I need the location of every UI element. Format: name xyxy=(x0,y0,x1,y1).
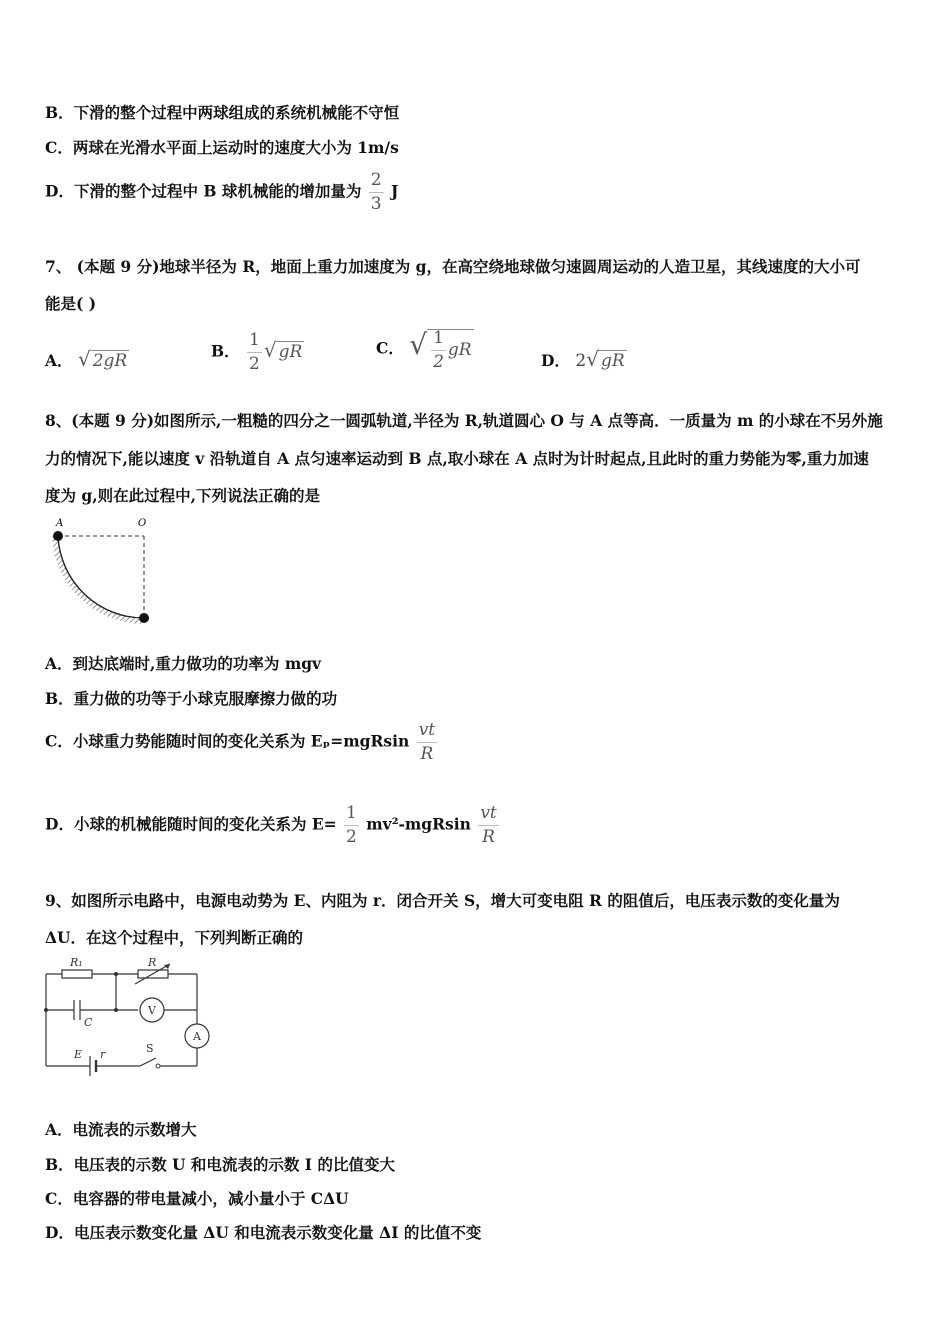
sqrt-argument: gR xyxy=(600,351,625,371)
q9-option-d: D．电压表示数变化量 ΔU 和电流表示数变化量 ΔI 的比值不变 xyxy=(45,1223,482,1242)
fraction-numerator: 1 xyxy=(431,330,446,351)
q8-stem-line2: 力的情况下,能以速度 v 沿轨道自 A 点匀速率运动到 B 点,取小球在 A 点时为计时起点,且此时的重力势能为零,重力加速 xyxy=(45,449,869,468)
sqrt-argument: gR xyxy=(278,341,303,362)
label-c: C xyxy=(84,1016,93,1029)
fraction xyxy=(247,332,262,373)
fraction-numerator: vt xyxy=(478,805,498,826)
q9-stem-line1: 9、如图所示电路中，电源电动势为 E、内阻为 r．闭合开关 S，增大可变电阻 R 的阻值后，电压表示数的变化量为 xyxy=(45,891,840,910)
q6-option-b: B．下滑的整个过程中两球组成的系统机械能不守恒 xyxy=(45,103,400,122)
q6-option-d-text: D．下滑的整个过程中 B 球机械能的增加量为 xyxy=(45,181,362,201)
q6-option-c: C．两球在光滑水平面上运动时的速度大小为 1m/s xyxy=(45,138,399,157)
q7-option-a xyxy=(45,347,129,371)
option-label: D． xyxy=(541,351,570,370)
q6-option-d-fraction xyxy=(369,172,384,213)
fraction xyxy=(478,805,498,846)
q6-option-d-unit: J xyxy=(390,181,399,201)
sqrt-expression: √ gR xyxy=(586,347,625,371)
sqrt-argument: 2gR xyxy=(92,351,128,371)
fraction-denominator: 2 xyxy=(433,352,444,372)
q8-stem-line1: 8、(本题 9 分)如图所示,一粗糙的四分之一圆弧轨道,半径为 R,轨道圆心 O 与 A 点等高．一质量为 m 的小球在不另外施 xyxy=(45,411,883,430)
ammeter-label: A xyxy=(193,1030,201,1043)
q9-stem-line2: ΔU．在这个过程中，下列判断正确的 xyxy=(45,928,304,947)
fraction-denominator: R xyxy=(420,744,434,764)
fraction-numerator: vt xyxy=(417,722,437,743)
q7-stem-line1: 7、 (本题 9 分)地球半径为 R，地面上重力加速度为 g，在高空绕地球做匀速圆周运动的人造卫星，其线速度的大小可 xyxy=(45,257,861,276)
q7-option-b xyxy=(211,332,304,373)
q8-option-c xyxy=(45,722,439,763)
fraction-denominator: 2 xyxy=(346,827,357,847)
fraction xyxy=(431,330,446,371)
voltmeter-label: V xyxy=(148,1004,156,1017)
fraction-numerator: 1 xyxy=(344,805,359,826)
q9-option-a: A．电流表的示数增大 xyxy=(45,1120,197,1139)
q8-option-d-mid: mv²-mgRsin xyxy=(366,814,471,834)
label-r1: R₁ xyxy=(70,956,83,969)
q9-option-b: B．电压表的示数 U 和电流表的示数 I 的比值变大 xyxy=(45,1155,395,1174)
circuit-diagram xyxy=(40,952,215,1087)
arc-track-diagram xyxy=(42,512,162,632)
fraction-numerator: 1 xyxy=(247,332,262,353)
option-label: A． xyxy=(45,351,73,370)
sqrt-expression: √ $\frac{1}{2}$ gR xyxy=(409,328,472,372)
label-s: S xyxy=(146,1042,154,1055)
fraction xyxy=(344,805,359,846)
fraction xyxy=(417,722,437,763)
q8-option-b: B．重力做的功等于小球克服摩擦力做的功 xyxy=(45,689,338,708)
label-r: R xyxy=(148,956,157,969)
sqrt-expression: √ 2gR xyxy=(77,347,128,371)
fraction-denominator: 2 xyxy=(249,354,260,374)
label-o: O xyxy=(138,518,147,529)
q6-option-d xyxy=(45,172,398,213)
q8-option-d xyxy=(45,805,501,846)
label-a: A xyxy=(56,518,64,529)
fraction-denominator: 3 xyxy=(370,194,382,214)
q7-option-c xyxy=(376,328,474,371)
q8-option-d-text: D．小球的机械能随时间的变化关系为 E= xyxy=(45,814,337,834)
q9-option-c: C．电容器的带电量减小，减小量小于 CΔU xyxy=(45,1189,349,1208)
option-label: C． xyxy=(376,338,404,358)
coefficient: 2 xyxy=(575,351,587,371)
label-r-internal: r xyxy=(100,1048,106,1061)
option-label: B． xyxy=(211,341,240,361)
q8-option-c-text: C．小球重力势能随时间的变化关系为 Eₚ=mgRsin xyxy=(45,731,410,751)
sqrt-expression: √ gR xyxy=(263,337,303,362)
q8-arc-track-figure xyxy=(42,512,162,632)
label-e: E xyxy=(74,1048,83,1061)
fraction-numerator: 2 xyxy=(369,172,384,193)
q8-option-a: A．到达底端时,重力做功的功率为 mgv xyxy=(45,654,322,673)
fraction-denominator: R xyxy=(482,827,495,847)
sqrt-argument: gR xyxy=(447,340,472,360)
q8-stem-line3: 度为 g,则在此过程中,下列说法正确的是 xyxy=(45,486,321,505)
q7-stem-line2: 能是( ) xyxy=(45,294,97,313)
q7-option-d xyxy=(541,347,627,371)
q9-circuit-figure xyxy=(40,952,215,1087)
